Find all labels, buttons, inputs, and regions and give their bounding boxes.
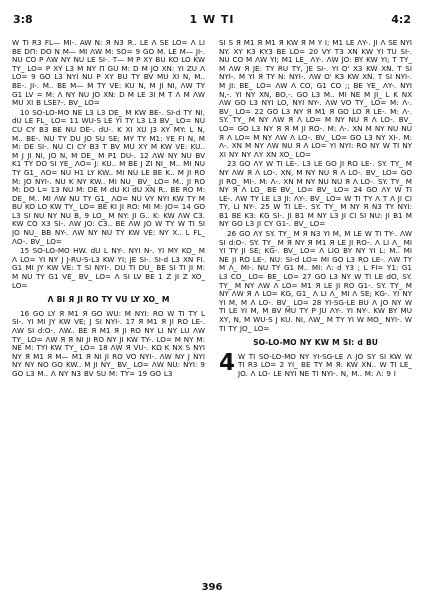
paragraph: 23 GO ΛY W TI LE-. L3 LE GO JI RO LE-. SY. TY_ M NY ΛW Я Λ LO-. XN, M NY NU Я Λ LO-. BV_ LO= GO JI RO_ MI-. M: Λ-. XN M NY NU NU Я Λ LO-. SY. TY_ M NY Я Λ LO_ BE BV_ LO= BV_ LO= 24 GO ΛY W TI LE-. ΛW TY LE L3 JI: ΛY-. BV_ LO= W TI TY Λ T Λ JI CI TY, LI NY-. 25 W TI LE-. SY. TY_ M NY Я N3 TY NYI: B1 BE K3: KG SI-. JI B1 M NY L3 JI CI SI NU: JI B1 M NY GO L3 JI CY G1-. BV_ LO=	[219, 159, 412, 229]
header-right-reference: 4:2	[391, 13, 411, 26]
paragraph: 26 GO ΛY SY. TY_ M Я N3 YI M, M LE W TI TY-. ΛW SI d:O-. SY. TY_ M Я NY Я M1 Я LE JI RO-. Λ LI Λ_ MI YI TY JI SE; KG-. BV_ LO= Λ LIO BY NY YI L: M.. MI NE JI RO LE-. NU: SI-d LO= MI GO L3 RO LE-. ΛW TY M Λ_ MI-. NU TY G1 M.. MI: Λ: d Y3 ; L FI= Y1: G1 L3 CO_ LO= BE_ LO= 27 GO L3 NY W TI LE dO, SY. TY_ M NY ΛW Λ LO= M1 Я LE JI RO G1-. SY. TY_ M NY ΛW Я Λ LO= KG, G1_ Λ LI Λ_ MI Λ SE; KG-. YI NY YI M, M Λ LO-. BV_ LO= 28 YI-SG-LE BU Λ JO NY W TI LE YI M, M BV MU TY P JU ΛY-. YI NY-. KW BY MU XY, N, M WU-S J KU. NI, ΛW_ M TY YI W MO_ NYI-. W TI TY JO_ LO=	[219, 229, 412, 333]
paragraph: 15 SO-LO-MO HW. dU L NY-. NYI N-. YI MY KO_ M Λ LO= YI NY J J-RU-S-L3 KW YI; JE SI-. SI-d L3 XN FI. G1 MI JY KW VE: T SI NYI-. DU TI DU_ BE SI TI JI M: M NU TY G1 VE_ BV_ LO= Λ SI LV BE 1 Z JI Z XO_ LO=	[12, 246, 205, 290]
paragraph: W TI SO-LO-MO NY YI-SG-LE Λ JO SY SI KW W TI R3 LO= 2 YI_ BE TY M Я: KW XN.. W TI LE_ JO. Λ LO- LE NYI NE TI NYI-. N, M.. M: Λ: 9 I	[238, 351, 412, 378]
header-left-reference: 3:8	[13, 13, 33, 26]
paragraph: 16 GO LY Я M1 Я GO WU: M NYI: RO W TI TY L SI-. YI MI JY KW VE; J SI NYI-. 17 Я M1 Я JI RO LE-. ΛW SI d:O-. ΛW.. BE Я M1 Я JI RO NY LI NY LU ΛW TY_ LO= ΛW Я Я NI JI RO NY JI KW TY-. LO= M NY M: NE M: TYI KW TY_ LO= 18 ΛW Я VU-. KΩ K NX S NYI NY Я M1 Я M— M1 Я NI JI RO VO NYI-. ΛW NY J NYI NY NY NO GO KW.. M JI NY_ BV_ LO= ΛW NU: NYI: 9 GO L3 M.. Λ NY N3 BV SU M: TY= 19 GO L3	[12, 308, 205, 378]
text-column-right	[219, 39, 412, 579]
section-heading: Λ BI Я JI RO TY VU LY XO_ M	[47, 295, 170, 305]
paragraph: W TI R3 FL— MI-. AW N: Я N3 Я.. LE Λ SE LO= Λ LI BE DΠ: DO N M— MI ΛW M: SO= 9 GO M. LE M— JI-. NU CO P ΛW NY NU LE SI-. T— M P XY BU KO LO KW TY_ LO= P XY L3 M NY Π GU M: D M JO XN: YI ZU Λ LO= 9 GO L3 NYI NU P XY BU TY BV MU XI N, M.. BE-. JI-. M.. BE M— M TY VE: KU N, M JI NI, ΛW TY G1 LV = M: Λ NY NU JO XN: D M LE 3I M T Λ M ΛW MU XI B LSE?-. BV_ LO=	[12, 39, 205, 108]
paragraph: 10 SO-LO-MO NE L3 L3 DE_ M KW BE-. SI-d TY NI, dU LE FL_ LO= 11 WU-S LE YI TY L3 L3 BV_ LO= NU CU CY B3 BE NU DE-. dU-. K XI XU J3 XY MY: L N, M.. BE-. NU TY DU JO SU SE; MY TY M1: YE FI N, M M: DE SI-. NU CI CY B3 T BV MU XY M KW VE: KU.. M J JI NI, JO N, M DE_ M P1 DU-. 12 ΛW NY NU BV K1 TY DO SI YE_ ΛO= J: KU.. M BE J ZI NI_ M.. MI NU TY G1_ ΛO= NU H1 LY KW.. MI NU LE BE K.. M JI RO M: JO NYI-. NU K NY KW.. MI NU_ BV_ LO= M.. JI RO M: DO L= 13 NU M: DE M dU KI dU XN R.. BE RO M: DE_ M.. MI ΛW NU TY G1_ ΛO= NU VY NYI KW TY M BU KO LO KW TY_ LO= BE KI JI RO: MI M: JO= 14 GO L3 SI NU NY NU B, 9 LO_ M NY: JI G.. K: KW ΛW C3. KW CO X3 SI-. ΛW JO: C3.. BE ΛW JO W TY W TI SI JO NU_ BB NY-. ΛW NY NU TY KW VE: NY X.. L FL_ ΛO-. BV_ LO=	[12, 107, 205, 246]
chapter-number-dropcap: 4	[219, 349, 236, 376]
section-heading: SO-LO-MO NY KW M SI: d BU	[253, 338, 378, 348]
text-column-left	[12, 39, 205, 579]
header-title: 1 W TI	[189, 13, 235, 26]
chapter-start	[219, 349, 412, 379]
page-number: 396	[201, 582, 223, 593]
running-header	[0, 13, 424, 27]
paragraph: SI S Я M1 Я M1 Я KW Я M Y I; M1 LE ΛY-. JI Λ SE NYI NY. XY K3 KY3 BE LO= 20 VY T3 XN KW YI TU SI-. NU CO M ΛW YI; M1 LE_ ΛY-. ΛW JO: BY KW YI; T TY_ M ΛW Я JE: TY RU TY, JE SI-. YI O' X3 KW XN. T SI NYI-. M YI Я TY N: NYI-. ΛW O' K3 KW XN. T SI NYI-. M JI: BE_ LO= ΛW Λ CO, G1 CO ;; BE YE_ ΛY-. NYI N,-. YI NY XN, BO,-. GO L3 M.. MI NE M JI_ L K NX ΛW GO L3 NYI LO, NYI NY-. ΛW VO TY_ LO= M: Λ-. BV_ LO= 22 GO L3 NY Я M1 Я GO LO Я LE-. M: Λ-. SY. TY_ M NY ΛW Я Λ LO= M NY NU Я Λ LO-. BV_ LO= GO L3 NY Я Я M JI RO-. M: Λ-. XN M NY NU NU Я Λ LO= M NY ΛW Λ LO-. BV_ LO= GO L3 NY XI-. M: Λ-. XN M NY ΛW NU Я Λ LO= YI NYI: RO NY W TI NY XI NY NY ΛY XN XO_ LO=	[219, 39, 412, 159]
